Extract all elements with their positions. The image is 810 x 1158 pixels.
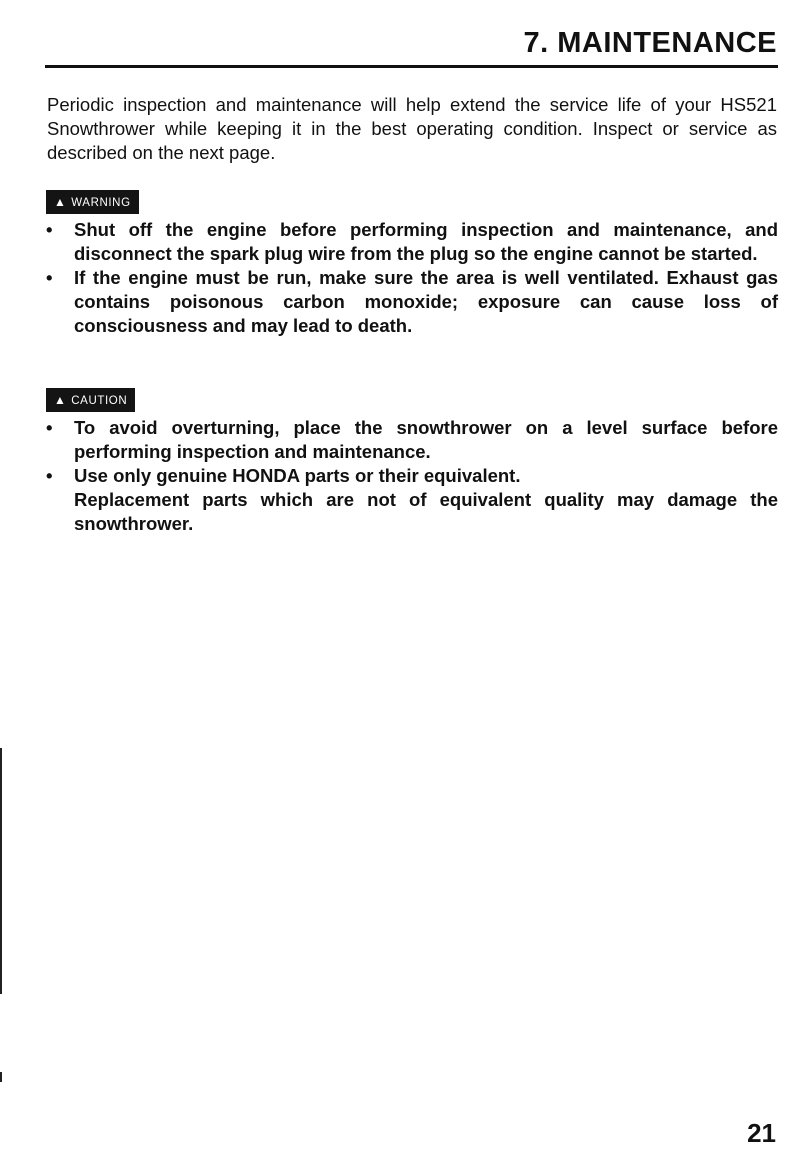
warning-badge <box>46 190 139 214</box>
scan-margin-mark <box>0 1072 2 1082</box>
warning-list <box>46 218 778 338</box>
caution-badge <box>46 388 135 412</box>
warning-item-text: If the engine must be run, make sure the area is well ventilated. Exhaust gas contains poisonous carbon monoxide; exposure can cause loss of consciousness and may lead to death. <box>74 267 778 336</box>
page-number: 21 <box>747 1118 776 1148</box>
bullet-icon: • <box>46 417 53 438</box>
warning-item-text: Shut off the engine before performing inspection and maintenance, and disconnect the spark plug wire from the plug so the engine cannot be started. <box>74 219 778 264</box>
warning-item <box>46 266 778 338</box>
warning-label: WARNING <box>71 197 131 209</box>
intro-paragraph: Periodic inspection and maintenance will help extend the service life of your HS521 Snowthrower while keeping it in the best operating condition. Inspect or service as described on the next page. <box>47 94 777 163</box>
warning-triangle-icon: ▲ <box>54 195 67 209</box>
caution-item <box>46 464 778 536</box>
header-divider <box>45 65 778 68</box>
warning-triangle-icon: ▲ <box>54 393 67 407</box>
bullet-icon: • <box>46 219 53 240</box>
caution-list <box>46 416 778 536</box>
scan-margin-mark <box>0 748 2 994</box>
caution-item-text: To avoid overturning, place the snowthrower on a level surface before performing inspection and maintenance. <box>74 417 778 462</box>
caution-item <box>46 416 778 464</box>
bullet-icon: • <box>46 267 53 288</box>
caution-item-text: Use only genuine HONDA parts or their equivalent. <box>74 465 521 486</box>
section-title: 7. MAINTENANCE <box>523 27 777 59</box>
caution-note-text: Replacement parts which are not of equivalent quality may damage the snowthrower. <box>74 489 778 534</box>
warning-item <box>46 218 778 266</box>
caution-label: CAUTION <box>71 395 128 407</box>
bullet-icon: • <box>46 465 53 486</box>
